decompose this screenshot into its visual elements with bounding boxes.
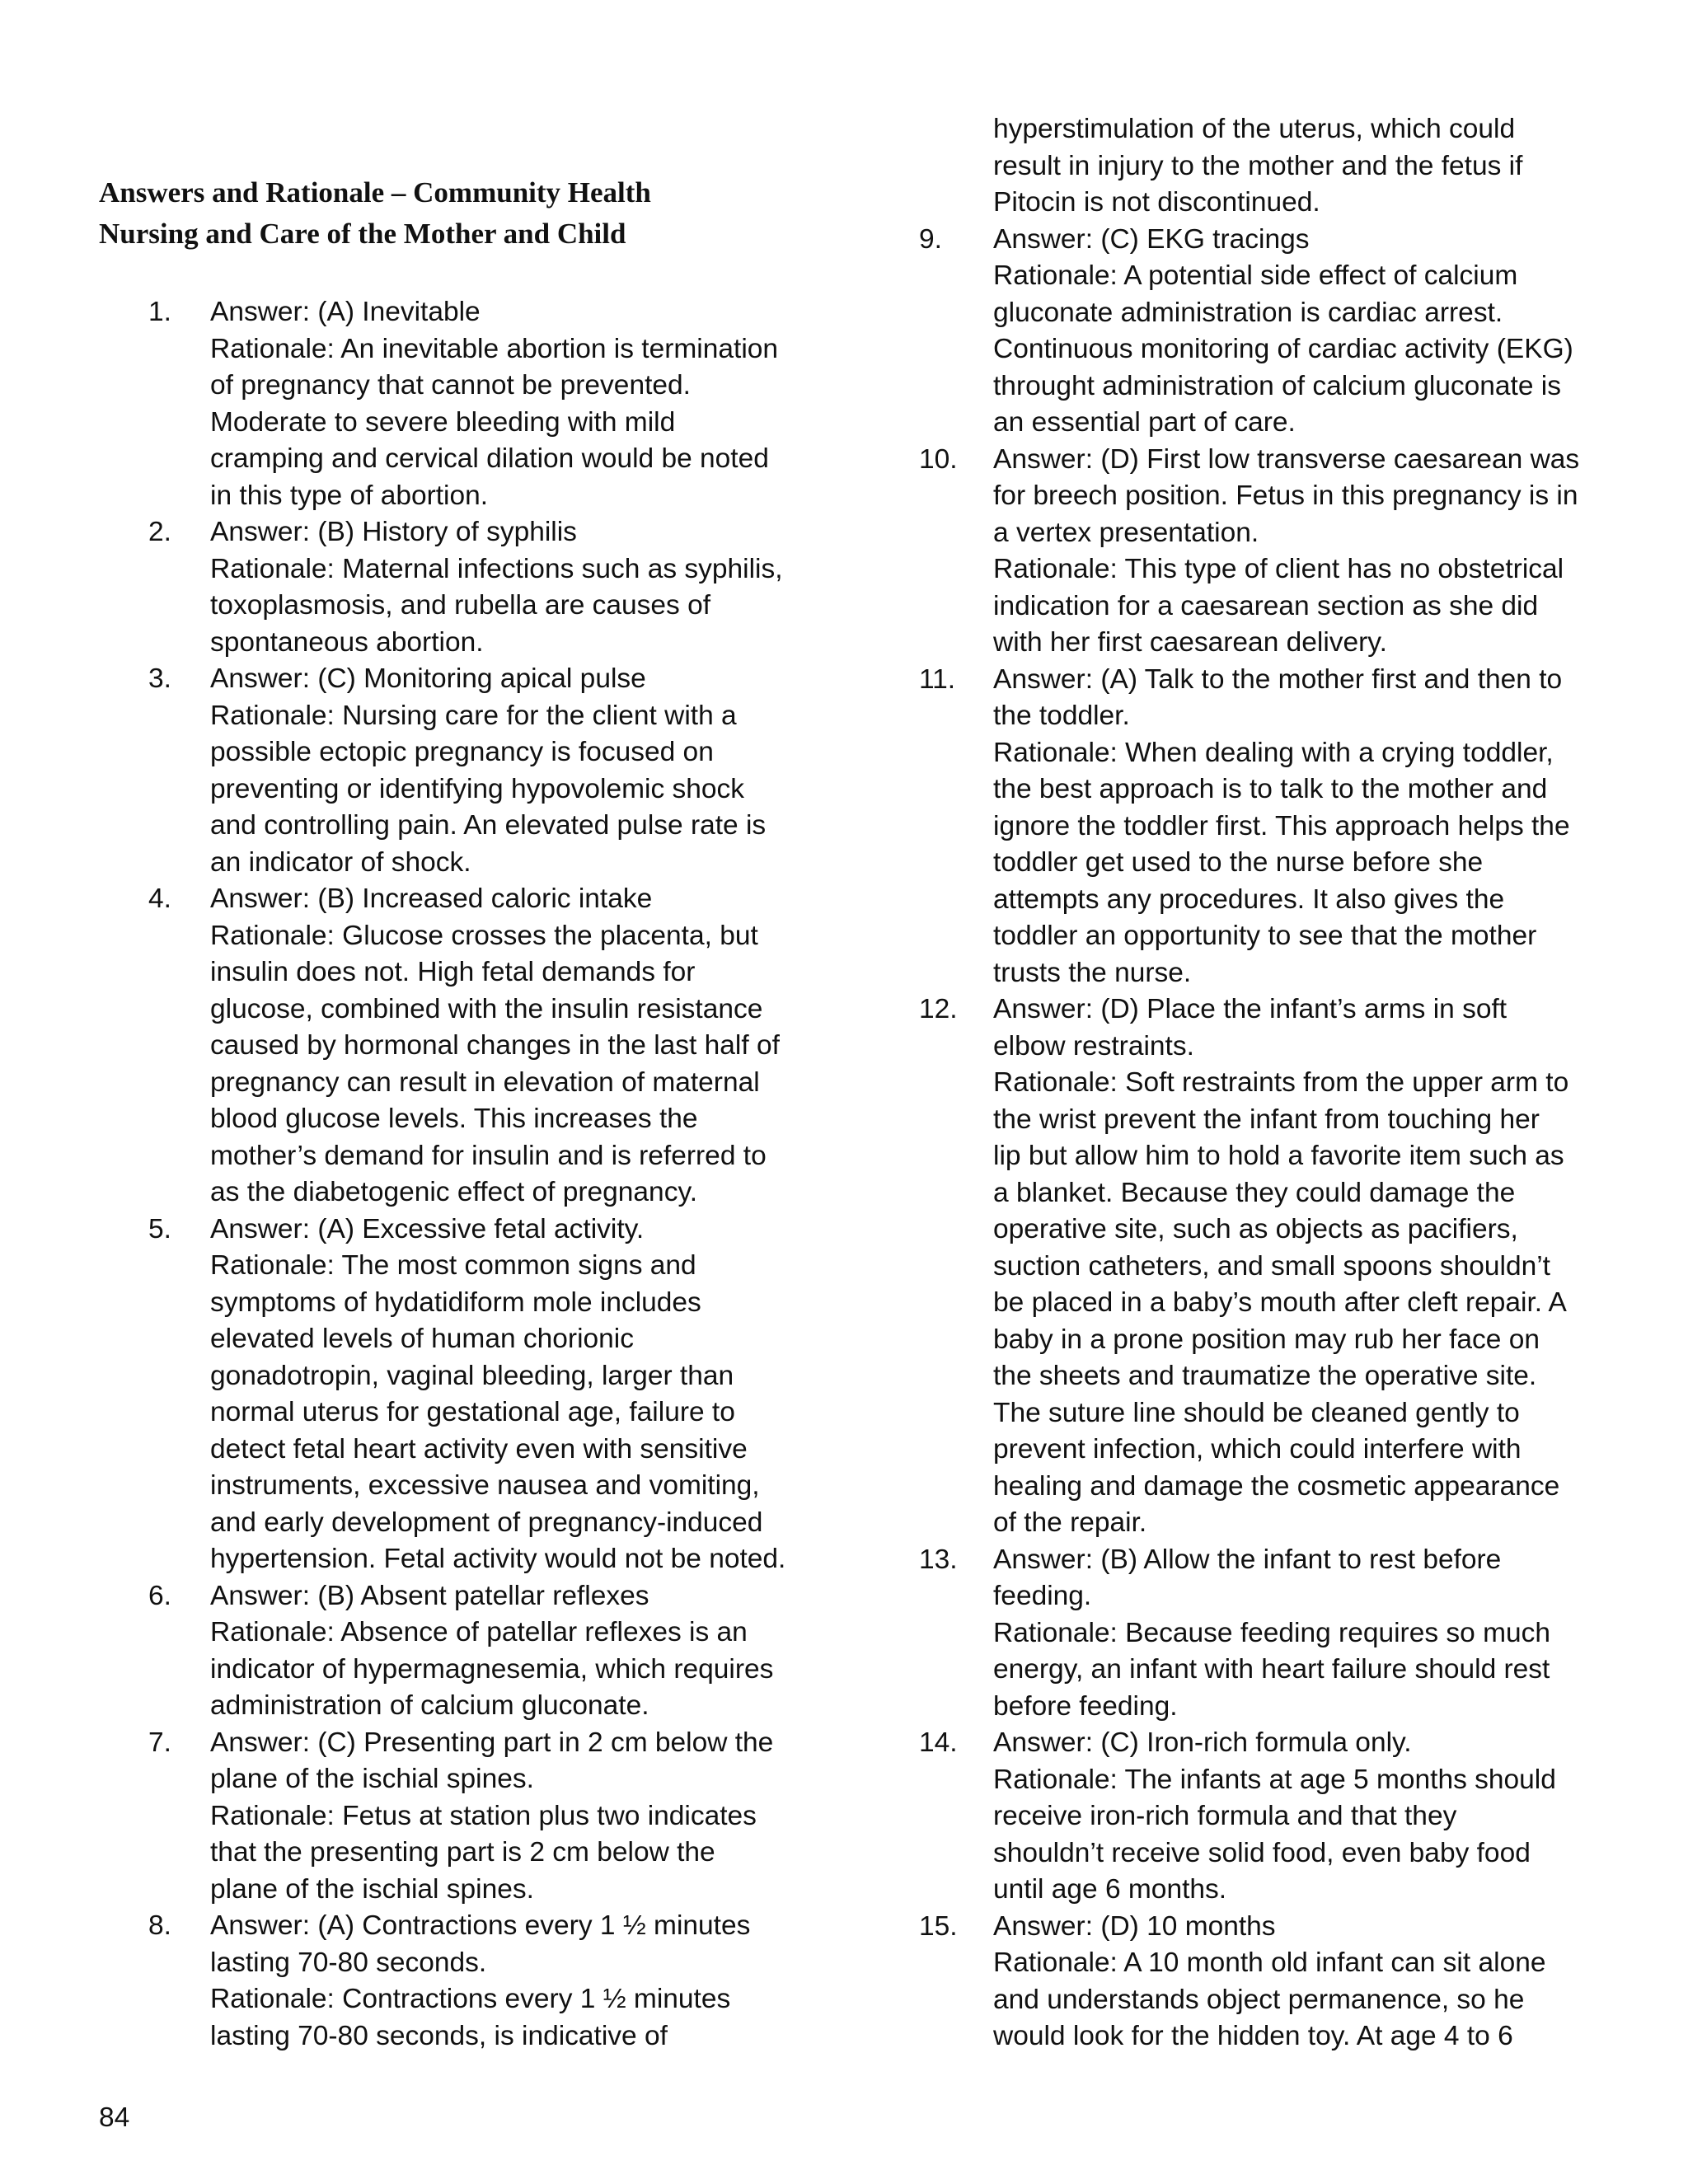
answer-item <box>919 1542 1603 1726</box>
text-line: prevent infection, which could interfere with <box>993 1434 1522 1465</box>
text-line: toddler an opportunity to see that the mother <box>993 921 1537 951</box>
text-line: Rationale: An inevitable abortion is termination <box>210 333 779 364</box>
text-line: a blanket. Because they could damage the <box>993 1177 1516 1208</box>
text-line: Answer: (D) First low transverse caesarean was <box>993 443 1580 475</box>
text-line: baby in a prone position may rub her face on <box>993 1324 1540 1355</box>
text-line: for breech position. Fetus in this pregnancy is in <box>993 480 1578 511</box>
text-line: Rationale: The most common signs and <box>210 1250 696 1281</box>
text-line: the wrist prevent the infant from touching her <box>993 1104 1540 1135</box>
text-line: attempts any procedures. It also gives the <box>993 883 1505 915</box>
text-line: ignore the toddler first. This approach helps the <box>993 810 1570 841</box>
heading-line: Nursing and Care of the Mother and Child <box>99 218 626 250</box>
text-line: Answer: (B) Absent patellar reflexes <box>210 1580 649 1611</box>
text-line: of pregnancy that cannot be prevented. <box>210 370 691 401</box>
text-line: Answer: (A) Talk to the mother first and then to <box>993 663 1563 695</box>
answer-item <box>99 1212 824 1578</box>
text-line: pregnancy can result in elevation of maternal <box>210 1066 760 1098</box>
text-line: symptoms of hydatidiform mole includes <box>210 1286 701 1318</box>
text-line: gonadotropin, vaginal bleeding, larger than <box>210 1360 734 1391</box>
text-line: Answer: (B) History of syphilis <box>210 517 577 547</box>
answer-item <box>919 1909 1603 2055</box>
text-line: an indicator of shock. <box>210 846 471 878</box>
text-line: lasting 70-80 seconds. <box>210 1947 487 1978</box>
text-line: caused by hormonal changes in the last half of <box>210 1030 780 1061</box>
text-line: the sheets and traumatize the operative site. <box>993 1361 1537 1391</box>
text-line: result in injury to the mother and the fetus if <box>993 150 1523 181</box>
text-line: feeding. <box>993 1581 1092 1611</box>
answer-item <box>919 991 1603 1542</box>
text-line: Rationale: This type of client has no obstetrical <box>993 554 1564 584</box>
right-column <box>919 111 1603 2055</box>
text-line: elevated levels of human chorionic <box>210 1324 634 1354</box>
text-line: Answer: (D) 10 months <box>993 1910 1276 1942</box>
text-line: blood glucose levels. This increases the <box>210 1104 698 1134</box>
text-line: indicator of hypermagnesemia, which requires <box>210 1653 774 1685</box>
text-line: healing and damage the cosmetic appearance <box>993 1470 1560 1502</box>
text-line: normal uterus for gestational age, failure to <box>210 1397 735 1427</box>
answer-item <box>919 222 1603 442</box>
item-number: 4. <box>148 883 171 914</box>
text-line: Answer: (A) Inevitable <box>210 297 481 327</box>
text-line: hypertension. Fetal activity would not be noted. <box>210 1544 786 1574</box>
text-line: receive iron-rich formula and that they <box>993 1801 1457 1831</box>
text-line: Rationale: Maternal infections such as syphilis, <box>210 553 783 584</box>
item-number: 8. <box>148 1910 171 1941</box>
text-line: an essential part of care. <box>993 407 1296 438</box>
text-line: in this type of abortion. <box>210 480 489 511</box>
answer-item <box>99 1908 824 2055</box>
item-number: 11. <box>919 663 956 695</box>
text-line: and controlling pain. An elevated pulse rate is <box>210 810 767 841</box>
item-number: 14. <box>919 1727 958 1758</box>
text-line: as the diabetogenic effect of pregnancy. <box>210 1177 698 1207</box>
text-line: Answer: (A) Excessive fetal activity. <box>210 1213 645 1244</box>
text-line: plane of the ischial spines. <box>210 1873 534 1905</box>
item-number: 9. <box>919 223 942 255</box>
text-line: lasting 70-80 seconds, is indicative of <box>210 2020 668 2051</box>
item-number: 15. <box>919 1910 958 1942</box>
text-line: insulin does not. High fetal demands for <box>210 957 696 987</box>
text-line: mother’s demand for insulin and is referred to <box>210 1140 767 1171</box>
answer-item <box>99 514 824 661</box>
text-line: hyperstimulation of the uterus, which could <box>993 114 1516 144</box>
heading-line: Answers and Rationale – Community Health <box>99 176 651 209</box>
text-line: Answer: (C) Presenting part in 2 cm below the <box>210 1727 774 1758</box>
text-line: be placed in a baby’s mouth after cleft repair. A <box>993 1287 1567 1318</box>
text-line: and early development of pregnancy-induced <box>210 1507 763 1538</box>
item-number: 12. <box>919 994 958 1024</box>
text-line: of the repair. <box>993 1507 1147 1538</box>
text-line: the best approach is to talk to the mother and <box>993 774 1548 804</box>
text-line: Moderate to severe bleeding with mild <box>210 406 676 438</box>
text-line: Rationale: A 10 month old infant can sit alone <box>993 1947 1546 1978</box>
item-number: 2. <box>148 517 171 547</box>
text-line: Rationale: Nursing care for the client with a <box>210 700 737 731</box>
text-line: energy, an infant with heart failure should rest <box>993 1654 1550 1685</box>
text-line: instruments, excessive nausea and vomiting, <box>210 1470 760 1501</box>
text-line: trusts the nurse. <box>993 957 1192 988</box>
text-line: glucose, combined with the insulin resistance <box>210 993 763 1024</box>
text-line: Rationale: Contractions every 1 ½ minutes <box>210 1984 731 2014</box>
item-number: 7. <box>148 1727 171 1758</box>
answer-item <box>99 881 824 1212</box>
text-line: Answer: (C) Iron-rich formula only. <box>993 1727 1412 1758</box>
text-line: Rationale: Glucose crosses the placenta, but <box>210 920 758 951</box>
left-column <box>99 294 824 2055</box>
item-number: 1. <box>148 297 171 327</box>
text-line: lip but allow him to hold a favorite item such as <box>993 1141 1564 1171</box>
item-number: 6. <box>148 1580 171 1611</box>
text-line: spontaneous abortion. <box>210 626 484 658</box>
answer-item <box>919 1725 1603 1909</box>
item-number: 5. <box>148 1213 171 1244</box>
text-line: detect fetal heart activity even with sensitive <box>210 1433 748 1465</box>
text-line: elbow restraints. <box>993 1030 1194 1062</box>
text-line: toxoplasmosis, and rubella are causes of <box>210 590 711 621</box>
page-number: 84 <box>99 2102 130 2133</box>
text-line: before feeding. <box>993 1690 1178 1722</box>
answer-item <box>99 294 824 514</box>
text-line: indication for a caesarean section as she did <box>993 590 1539 621</box>
text-line: Rationale: The infants at age 5 months should <box>993 1764 1556 1795</box>
text-line: possible ectopic pregnancy is focused on <box>210 737 714 767</box>
text-line: The suture line should be cleaned gently to <box>993 1397 1520 1428</box>
text-line: Rationale: Fetus at station plus two indicates <box>210 1800 757 1831</box>
text-line: Answer: (C) Monitoring apical pulse <box>210 663 646 694</box>
text-line: with her first caesarean delivery. <box>993 627 1387 658</box>
text-line: plane of the ischial spines. <box>210 1764 534 1794</box>
answer-item <box>99 1725 824 1909</box>
text-line: Answer: (C) EKG tracings <box>993 223 1310 255</box>
text-line: Rationale: A potential side effect of calcium <box>993 260 1518 291</box>
text-line: Answer: (A) Contractions every 1 ½ minutes <box>210 1910 751 1941</box>
text-line: Answer: (B) Allow the infant to rest before <box>993 1544 1502 1575</box>
text-line: Answer: (B) Increased caloric intake <box>210 883 653 914</box>
text-line: administration of calcium gluconate. <box>210 1690 649 1721</box>
text-line: a vertex presentation. <box>993 517 1259 548</box>
answer-item <box>919 442 1603 662</box>
continued-rationale <box>919 111 1603 222</box>
text-line: until age 6 months. <box>993 1874 1227 1905</box>
text-line: throught administration of calcium gluconate is <box>993 370 1561 401</box>
text-line: toddler get used to the nurse before she <box>993 847 1484 878</box>
text-line: Answer: (D) Place the infant’s arms in soft <box>993 994 1507 1024</box>
text-line: and understands object permanence, so he <box>993 1984 1525 2015</box>
text-line: suction catheters, and small spoons shouldn’t <box>993 1250 1550 1282</box>
answer-item <box>99 661 824 881</box>
text-line: that the presenting part is 2 cm below the <box>210 1837 715 1868</box>
page-heading <box>99 172 824 255</box>
answer-item <box>99 1578 824 1725</box>
text-line: operative site, such as objects as pacifiers, <box>993 1214 1518 1244</box>
text-line: the toddler. <box>993 701 1130 731</box>
answer-item <box>919 662 1603 992</box>
item-number: 10. <box>919 443 958 475</box>
text-line: Pitocin is not discontinued. <box>993 187 1320 218</box>
text-line: would look for the hidden toy. At age 4 to 6 <box>993 2021 1513 2051</box>
item-number: 3. <box>148 663 171 694</box>
text-line: Rationale: Absence of patellar reflexes is an <box>210 1617 748 1647</box>
item-number: 13. <box>919 1544 958 1575</box>
text-line: preventing or identifying hypovolemic shock <box>210 773 745 804</box>
text-line: cramping and cervical dilation would be noted <box>210 443 769 474</box>
text-line: gluconate administration is cardiac arrest. <box>993 297 1503 328</box>
text-line: Rationale: Soft restraints from the upper arm to <box>993 1067 1569 1098</box>
text-line: Rationale: When dealing with a crying toddler, <box>993 737 1554 768</box>
text-line: Continuous monitoring of cardiac activity (EKG) <box>993 334 1573 364</box>
text-line: Rationale: Because feeding requires so much <box>993 1617 1550 1648</box>
text-line: shouldn’t receive solid food, even baby food <box>993 1837 1531 1868</box>
